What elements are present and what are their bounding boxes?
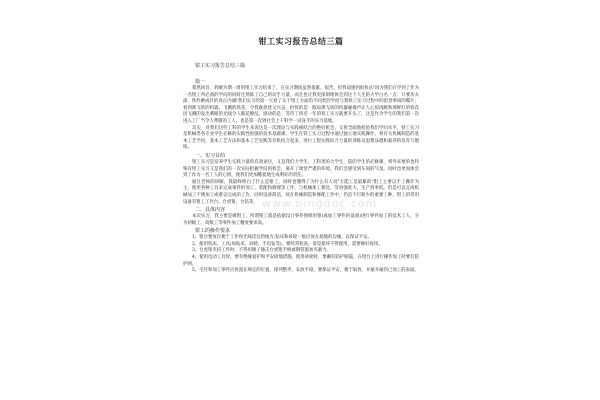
rule-item: 4、使用电动工具时，要有绝缘爱护和平安接地措施。使用砂轮时，要戴好防护眼镜，在钳台上进行操作加工时要有防护网。 (183, 255, 419, 267)
section-heading: 篇一 (195, 79, 206, 85)
rule-item: 3、台虎钳夹持工件时，不得用锤子锤击台虎钳手柄或钢管施加夹紧力。 (192, 248, 331, 254)
rule-item: 1、钳台要放在便于工作和光线适宜的地方;钻床和砂轮一般应放在场地的边缘，以保证平安。 (192, 235, 372, 241)
document-page (183, 36, 419, 388)
section-heading: 一、实习目的 (195, 152, 226, 159)
paragraph: 蓦然回首，转瞬为期一周的钳工实习结束了，在实习期间虽然很累、很苦，但我却感到很快乐!因为我们在学到了作为一名钳工所必备的学问的同时还熬炼了自己的动手力量，而且也让我更深刻地体会到这个人生的大学白名一点：只要功夫深，铁杵磨成针的真正内涵!我们实习的第一天看了关于钳工方面的不同类的学问与我铁工实习过程中的留意事项的碟片，看到那飞转的机器、飞溅的铁花，令我既担忧又兴奋，担忧的是：假如那飞转的机器碰撞声让人心惊肉跳和那鲜红的铁花因飞溅的发出刺眼的光线令人眼花缭乱、感动的是：等待了将近一年的铁工实习就要开头了，这是作为学生的我们第一次进入工厂当令人尊敬的工人，也是第一次到社会上干科学一试身手的实习基地。 (183, 86, 419, 124)
paragraph: 钳工实习是培养学生实践力量的有效途径，又是我们大学生、工科类的大学生，院的学生的必修课，将外来要的也特殊有钳工实习又是我们的一次实际把握学问的机会，离开了课堂严谨的环境，我们会感受到车间的气氛，同时也更加体会到了作为一名工人的心情，使我们更加酷爱地生成利好的责任。 (183, 159, 419, 179)
section-heading: 二、具体内容 (195, 207, 226, 214)
paragraph: 其实，对我们这些工科的学生来说这是一次理论与实践相结合的绝好机会，又将全面地检验我们学问水平，铁工实习是机械类各专业学生必修的实践性很强的技术基础课，学生在铁工实习过程中通过独立地实践操作，将有关机械制造的基本工艺学问，基本工艺方法和基本工艺实践等有机结合起来，进行工程实践综合力量的训练及思想品德和素养的培育与锻炼。 (183, 125, 419, 151)
paragraph: 本次实习，我主要是做钳工，所谓钳工就是依据设计零件图纸用钳(或加工零件的设备)进行零件加工的技术工人，分为初级工、高级工等零件加工精度要求高。 (183, 214, 419, 226)
paragraph: 通过老师的讲解，我最终明白了什么是钳工，同时也懂得了为什么有人说"万能工是最累的"钳工主要以手工操作为主，使用各种工具来完成零件的加工，装配和修理等工作，与机械加工相比，劳动强度大、生产效率低，但是可以完成机械加工不便加工或难以完成的工作，同时设备简洁，故在机械制造和修配工作中，仍是不行缺少的重要工种，钳工的常用设备有钳工工作台、台虎钳、台钻等。 (183, 179, 419, 205)
watermark: www.bingdoc.com (262, 197, 378, 210)
document-subtitle: 钳工实习报告总结三篇 (195, 63, 246, 69)
rules-heading: 钳工的操作要求 (195, 228, 231, 235)
document-title: 钳工实习报告总结三篇 (258, 36, 344, 46)
rule-item: 2、使用机床、工具(如钻床、砂轮、手电钻等)，要经常检查，发觉损坏不得使用，需要修好再用。 (192, 241, 383, 247)
rule-item: 5、毛坯和加工零件应放置在规定的位置，排列整齐，安放平稳，要保证平安，便于取放，并避开碰伤已加工的表面。 (192, 268, 419, 274)
